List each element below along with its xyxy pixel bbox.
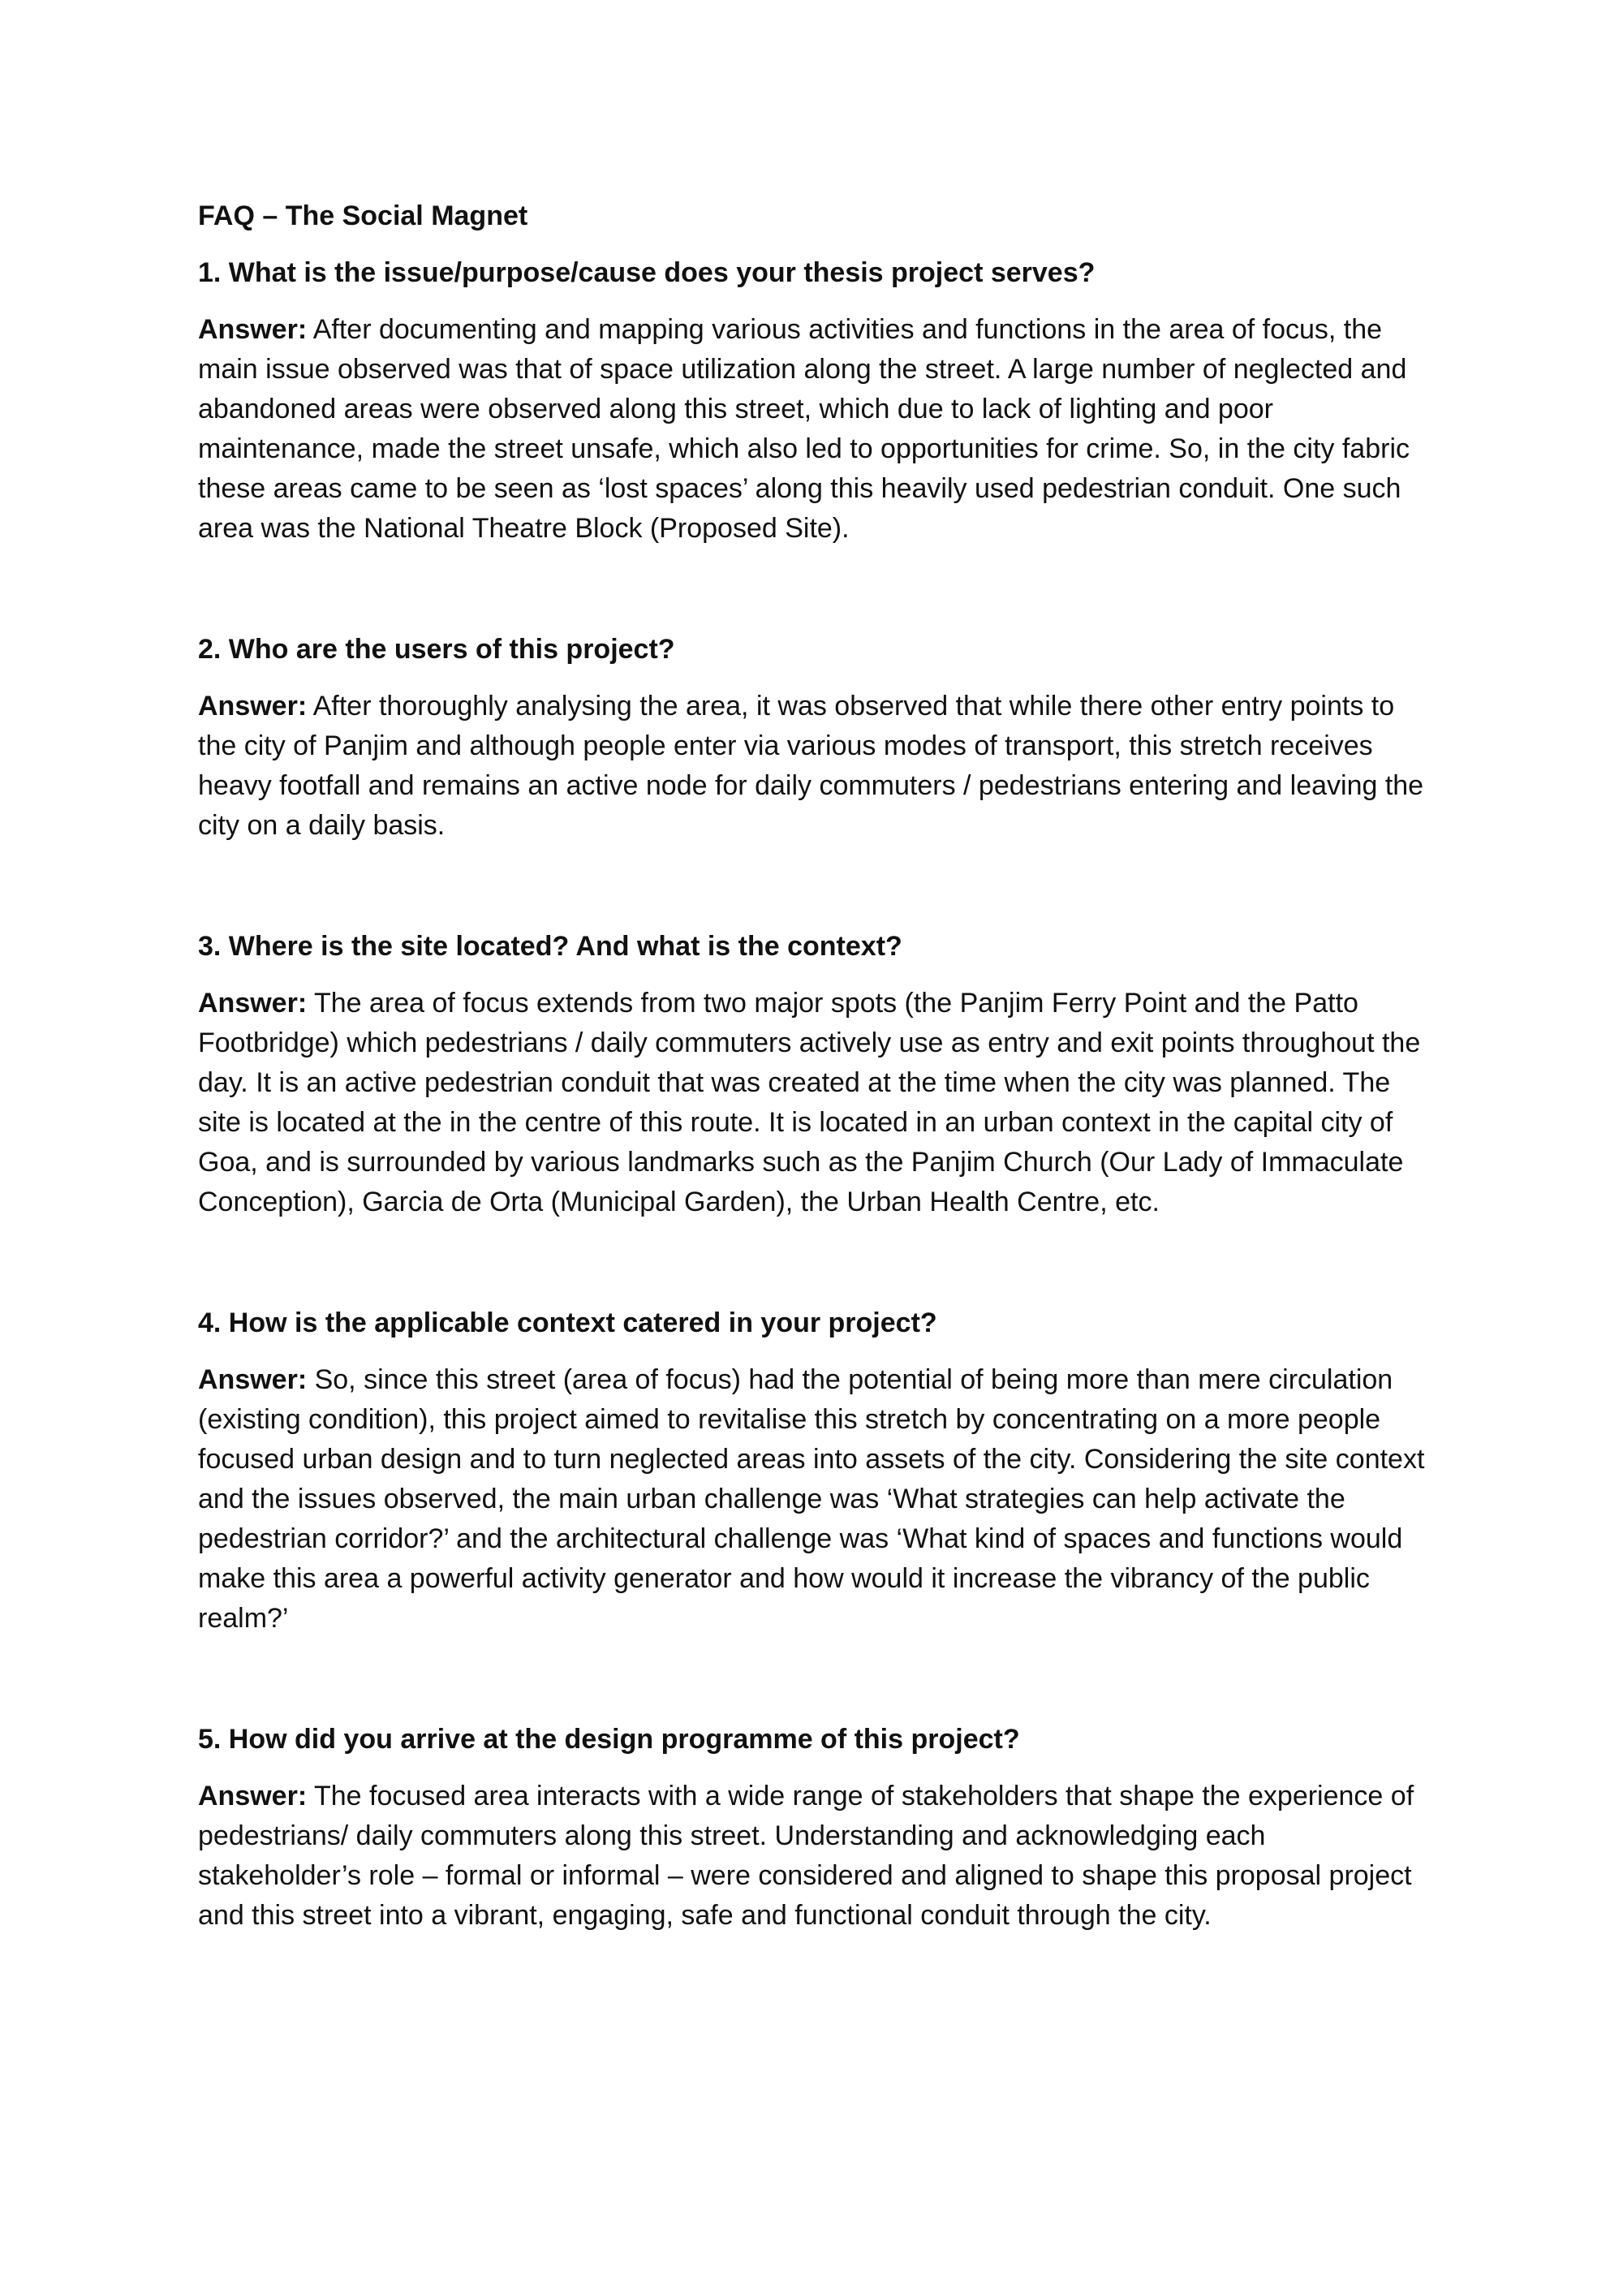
answer-text: So, since this street (area of focus) had the potential of being more than mere circulation (existing condition), this project aimed to revitalise this stretch by concentrating on a more people focused urban design and to turn neglected areas into assets of the city. Considering the site context and the issues observed, the main urban challenge was ‘What strategies can help activate the pedestrian corridor?’ and the architectural challenge was ‘What kind of spaces and functions would make this area a powerful activity generator and how would it increase the vibrancy of the public realm?’ xyxy=(198,1364,1425,1634)
answer-text: The focused area interacts with a wide range of stakeholders that shape the experience of pedestrians/ daily commuters along this street. Understanding and acknowledging each stakeholder’s role – formal or informal – were considered and aligned to shape this proposal project and this street into a vibrant, engaging, safe and functional conduit through the city. xyxy=(198,1781,1414,1931)
faq-item-4 xyxy=(198,1303,1431,1639)
faq-answer xyxy=(198,310,1431,549)
faq-item-1 xyxy=(198,253,1431,549)
faq-question: 5. How did you arrive at the design programme of this project? xyxy=(198,1724,1020,1755)
answer-label: Answer: xyxy=(198,1364,308,1395)
faq-question: 2. Who are the users of this project? xyxy=(198,634,675,665)
faq-question: 4. How is the applicable context catered in your project? xyxy=(198,1307,937,1338)
faq-answer xyxy=(198,687,1431,846)
answer-label: Answer: xyxy=(198,1781,308,1811)
document-title: FAQ – The Social Magnet xyxy=(198,200,528,231)
faq-answer xyxy=(198,984,1431,1222)
faq-item-3 xyxy=(198,927,1431,1222)
faq-question: 1. What is the issue/purpose/cause does your thesis project serves? xyxy=(198,257,1096,288)
answer-label: Answer: xyxy=(198,691,308,722)
faq-item-5 xyxy=(198,1720,1431,1936)
answer-label: Answer: xyxy=(198,988,308,1019)
document-content xyxy=(198,196,1431,1936)
faq-item-2 xyxy=(198,630,1431,846)
answer-label: Answer: xyxy=(198,314,308,345)
faq-question: 3. Where is the site located? And what is the context? xyxy=(198,931,902,962)
answer-text: After documenting and mapping various activities and functions in the area of focus, the main issue observed was that of space utilization along the street. A large number of neglected and abandoned areas were observed along this street, which due to lack of lighting and poor maintenance, made the street unsafe, which also led to opportunities for crime. So, in the city fabric these areas came to be seen as ‘lost spaces’ along this heavily used pedestrian conduit. One such area was the National Theatre Block (Proposed Site). xyxy=(198,314,1410,544)
answer-text: After thoroughly analysing the area, it was observed that while there other entry points to the city of Panjim and although people enter via various modes of transport, this stretch receives heavy footfall and remains an active node for daily commuters / pedestrians entering and leaving the city on a daily basis. xyxy=(198,691,1424,841)
faq-answer xyxy=(198,1777,1431,1936)
answer-text: The area of focus extends from two major spots (the Panjim Ferry Point and the Patto Footbridge) which pedestrians / daily commuters actively use as entry and exit points throughout the day. It is an active pedestrian conduit that was created at the time when the city was planned. The site is located at the in the centre of this route. It is located in an urban context in the capital city of Goa, and is surrounded by various landmarks such as the Panjim Church (Our Lady of Immaculate Conception), Garcia de Orta (Municipal Garden), the Urban Health Centre, etc. xyxy=(198,988,1421,1217)
faq-answer xyxy=(198,1360,1431,1639)
